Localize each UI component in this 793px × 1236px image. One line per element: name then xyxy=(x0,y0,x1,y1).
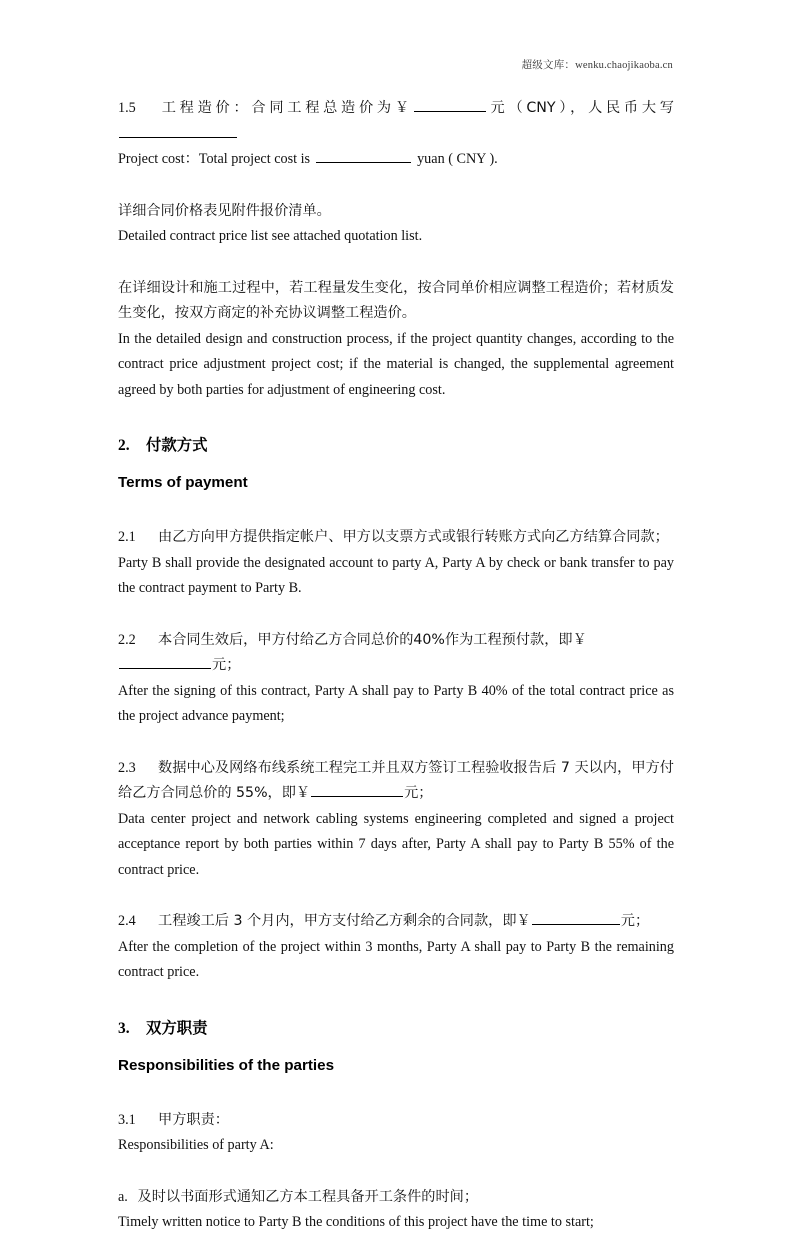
clause-2-4-number: 2.4 xyxy=(118,913,136,929)
clause-2-1-cn xyxy=(118,525,674,551)
clause-2-3-cn xyxy=(118,756,674,807)
clause-3-1 xyxy=(118,1108,674,1159)
clause-2-1-number: 2.1 xyxy=(118,529,136,545)
price-list-block xyxy=(118,199,674,250)
clause-2-3 xyxy=(118,756,674,884)
clause-1-5-number: 1.5 xyxy=(118,100,136,116)
clause-2-4-en: After the completion of the project within 3 months, Party A shall pay to Party B the remaining contract price. xyxy=(118,938,674,980)
clause-1-5-cn-before: 工程造价：合同工程总造价为￥ xyxy=(158,100,413,116)
section-2-heading-cn xyxy=(118,433,674,458)
clause-2-4-cn xyxy=(118,909,674,935)
advance-payment-blank-field[interactable] xyxy=(119,654,211,669)
clause-1-5-en-after: yuan ( CNY ). xyxy=(417,151,498,167)
price-list-en: Detailed contract price list see attached quotation list. xyxy=(118,228,423,244)
milestone-payment-blank-field[interactable] xyxy=(311,782,403,797)
spacer xyxy=(118,495,674,525)
header-watermark: 超级文库：wenku.chaojikaoba.cn xyxy=(521,60,673,71)
clause-2-4-cn-after: 元； xyxy=(620,913,650,929)
spacer xyxy=(118,403,674,433)
clause-2-2-en: After the signing of this contract, Party A shall pay to Party B 40% of the total contract price as the project advance payment; xyxy=(118,682,674,724)
price-list-cn: 详细合同价格表见附件报价清单。 xyxy=(118,202,331,219)
section-3-heading-cn xyxy=(118,1016,674,1041)
clause-2-4-cn-before: 工程竣工后 3 个月内，甲方支付给乙方剩余的合同款，即￥ xyxy=(158,913,531,929)
clause-3-1-a-en: Timely written notice to Party B the conditions of this project have the time to start; xyxy=(118,1214,594,1230)
spacer xyxy=(118,986,674,1016)
clause-3-1-a xyxy=(118,1185,674,1236)
adjustment-en: In the detailed design and construction process, if the project quantity changes, according to the contract price adjustment project cost; if the material is changed, the supplemental agreement agreed by both parties for adjustment of engineering cost. xyxy=(118,330,674,398)
clause-2-3-number: 2.3 xyxy=(118,759,136,776)
amount-blank-field-en[interactable] xyxy=(316,148,411,163)
clause-2-1 xyxy=(118,525,674,602)
spacer xyxy=(118,883,674,909)
section-2-title-en: Terms of payment xyxy=(118,474,248,491)
spacer xyxy=(118,730,674,756)
clause-3-1-cn xyxy=(118,1108,674,1134)
final-payment-blank-field[interactable] xyxy=(532,910,620,925)
clause-2-3-cn-after: 元； xyxy=(404,785,433,801)
clause-1-5-cn-line xyxy=(118,96,674,147)
clause-3-1-en: Responsibilities of party A: xyxy=(118,1137,274,1153)
clause-3-1-a-marker: a. xyxy=(118,1188,128,1205)
section-2-number: 2. xyxy=(118,437,130,454)
section-3-title-en: Responsibilities of the parties xyxy=(118,1056,335,1074)
clause-2-2 xyxy=(118,628,674,730)
spacer xyxy=(118,173,674,199)
spacer xyxy=(118,1159,674,1185)
adjustment-block xyxy=(118,276,674,404)
section-3-heading xyxy=(118,1016,674,1078)
section-2-title-cn: 付款方式 xyxy=(146,436,208,454)
clause-2-2-cn-before: 本合同生效后，甲方付给乙方合同总价的40%作为工程预付款，即￥ xyxy=(158,631,587,648)
clause-2-1-cn-text: 由乙方向甲方提供指定帐户、甲方以支票方式或银行转账方式向乙方结算合同款； xyxy=(158,529,669,545)
clause-2-1-en: Party B shall provide the designated account to party A, Party A by check or bank transfer to pay the contract payment to Party B. xyxy=(118,554,674,596)
clause-1-5-en-line xyxy=(118,147,674,173)
section-3-number: 3. xyxy=(118,1019,130,1037)
document-content xyxy=(118,96,674,1236)
clause-3-1-a-cn xyxy=(118,1185,674,1211)
amount-blank-field[interactable] xyxy=(414,97,486,112)
clause-2-3-en: Data center project and network cabling systems engineering completed and signed a project acceptance report by both parties within 7 days after, Party A shall pay to Party B 55% of the contract price. xyxy=(118,810,674,878)
amount-in-words-blank-field[interactable] xyxy=(119,123,237,138)
clause-2-3-cn-before: 数据中心及网络布线系统工程完工并且双方签订工程验收报告后 7 天以内，甲方付给乙方合同总价的 55%，即￥ xyxy=(118,759,674,801)
clause-3-1-cn-text: 甲方职责： xyxy=(158,1111,229,1128)
adjustment-cn: 在详细设计和施工过程中，若工程量发生变化，按合同单价相应调整工程造价；若材质发生变化，按双方商定的补充协议调整工程造价。 xyxy=(118,279,674,321)
clause-2-2-cn xyxy=(118,628,674,679)
clause-2-4 xyxy=(118,909,674,986)
spacer xyxy=(118,602,674,628)
clause-3-1-a-cn-text: 及时以书面形式通知乙方本工程具备开工条件的时间； xyxy=(137,1188,479,1205)
clause-1-5 xyxy=(118,96,674,173)
clause-3-1-number: 3.1 xyxy=(118,1111,136,1128)
clause-2-2-cn-after: 元； xyxy=(212,657,241,673)
clause-1-5-cn-mid: 元（CNY），人民币大写 xyxy=(486,100,674,116)
clause-1-5-en-before: Project cost：Total project cost is xyxy=(118,151,311,167)
clause-2-2-number: 2.2 xyxy=(118,631,136,648)
spacer xyxy=(118,1078,674,1108)
section-2-heading xyxy=(118,433,674,495)
spacer xyxy=(118,250,674,276)
section-3-title-cn: 双方职责 xyxy=(146,1018,208,1037)
